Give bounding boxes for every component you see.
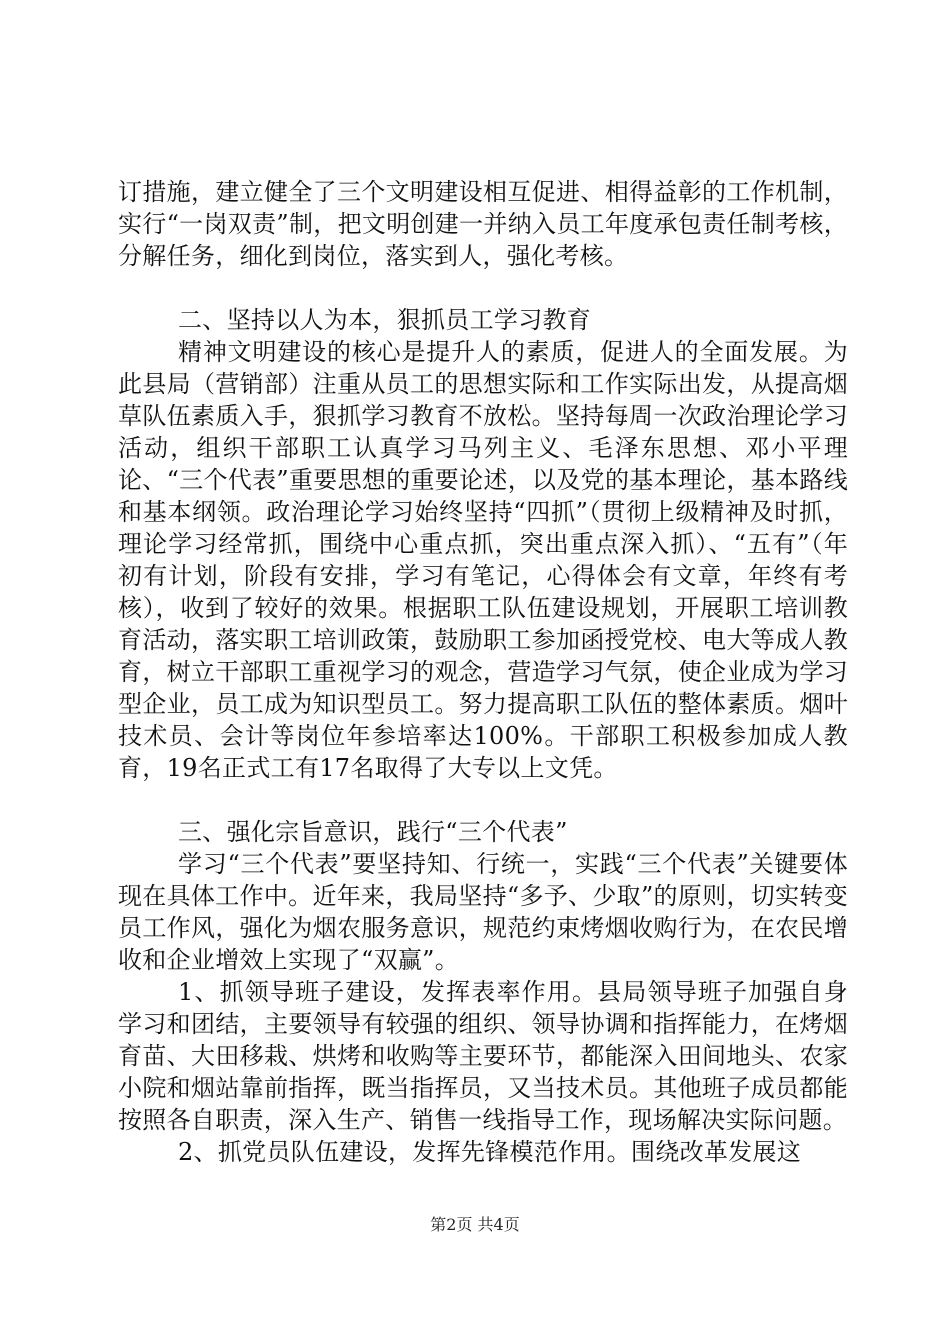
paragraph-text: 精神文明建设的核心是提升人的素质，促进人的全面发展。为此县局（营销部）注重从员工的思想实际和工作实际出发，从提高烟草队伍素质入手，狠抓学习教育不放松。坚持每周一次政治理论学习活动，组织干部职工认真学习马列主义、毛泽东思想、邓小平理论、“三个代表”重要思想的重要论述，以及党的基本理论，基本路线和基本纲领。政治理论学习始终坚持“四抓”（贯彻上级精神及时抓，理论学习经常抓，围绕中心重点抓，突出重点深入抓）、“五有”（年初有计划，阶段有安排，学习有笔记，心得体会有文章，年终有考核），收到了较好的效果。根据职工队伍建设规划，开展职工培训教育活动，落实职工培训政策，鼓励职工参加函授党校、电大等成人教育，树立干部职工重视学习的观念，营造学习气氛，使企业成为学习型企业，员工成为知识型员工。努力提高职工队伍的整体素质。烟叶技术员、会计等岗位年参培率达100%。干部职工积极参加成人教育，19名正式工有17名取得了大专以上文凭。 — [118, 338, 848, 782]
paragraph-text: 订措施，建立健全了三个文明建设相互促进、相得益彰的工作机制，实行“一岗双责”制，把文明创建一并纳入员工年度承包责任制考核，分解任务，细化到岗位，落实到人，强化考核。 — [118, 178, 848, 270]
page-footer — [0, 1215, 950, 1235]
paragraph-text: 学习“三个代表”要坚持知、行统一，实践“三个代表”关键要体现在具体工作中。近年来，我局坚持“多予、少取”的原则，切实转变员工作风，强化为烟农服务意识，规范约束烤烟收购行为，在农民增收和企业增效上实现了“双赢”。 — [118, 850, 848, 974]
paragraph-text: 2、抓党员队伍建设，发挥先锋模范作用。围绕改革发展这 — [178, 1138, 802, 1166]
section-heading: 二、坚持以人为本，狠抓员工学习教育 — [178, 306, 592, 334]
paragraph-text: 1、抓领导班子建设，发挥表率作用。县局领导班子加强自身学习和团结，主要领导有较强的组织、领导协调和指挥能力，在烤烟育苗、大田移栽、烘烤和收购等主要环节，都能深入田间地头、农家小院和烟站靠前指挥，既当指挥员，又当技术员。其他班子成员都能按照各自职责，深入生产、销售一线指导工作，现场解决实际问题。 — [118, 978, 848, 1134]
paragraph-continuation — [118, 176, 848, 272]
section-heading: 三、强化宗旨意识，践行“三个代表” — [178, 818, 568, 846]
section-two — [118, 304, 848, 784]
page-number: 第2页 共4页 — [430, 1215, 520, 1234]
section-three — [118, 816, 848, 1168]
